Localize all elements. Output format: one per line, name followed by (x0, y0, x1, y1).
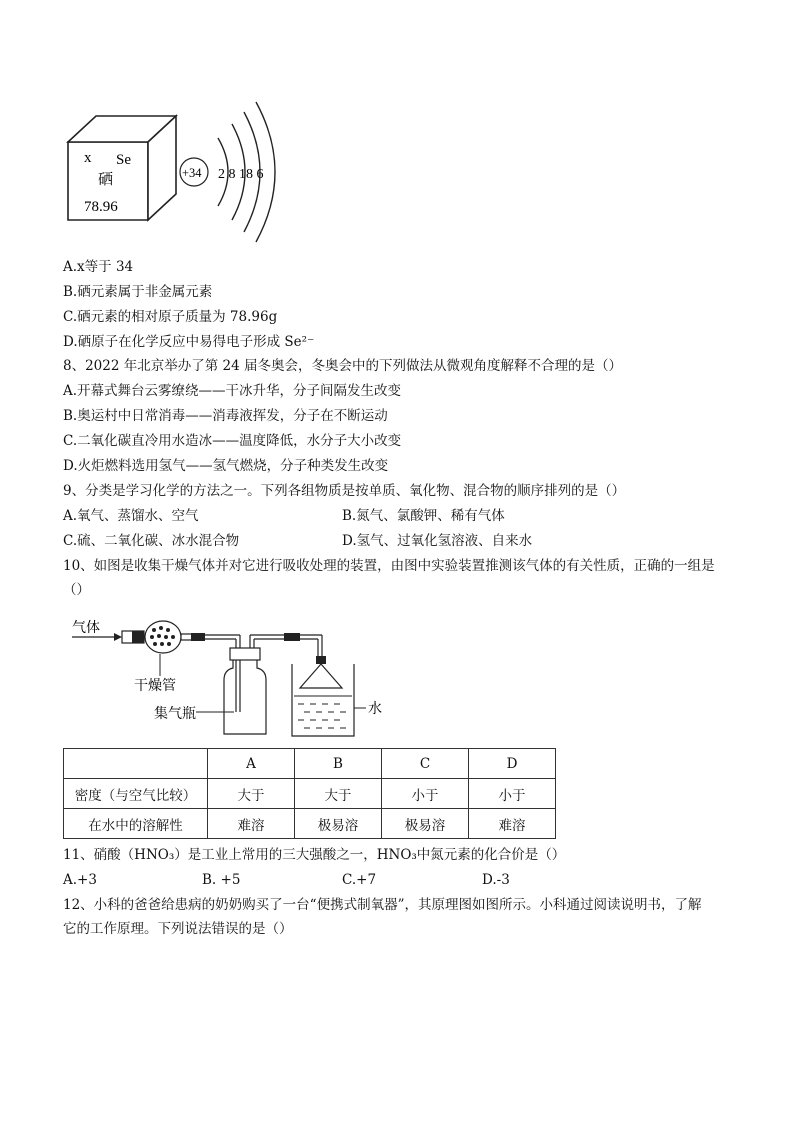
q8-stem: 8、2022 年北京举办了第 24 届冬奥会，冬奥会中的下列做法从微观角度解释不合理的是（） (63, 358, 622, 374)
table-cell: 大于 (208, 779, 295, 809)
q7-option-b: B.硒元素属于非金属元素 (63, 284, 213, 300)
gas-properties-table (63, 748, 556, 839)
q8-option-d: D.火炬燃料选用氢气——氢气燃烧，分子种类发生改变 (63, 458, 389, 474)
table-cell: 极易溶 (382, 809, 469, 839)
q9-option-a: A.氧气、蒸馏水、空气 (63, 508, 199, 524)
table-cell: B (295, 749, 382, 779)
table-cell: 小于 (382, 779, 469, 809)
q12-stem-line1: 12、小科的爸爸给患病的奶奶购买了一台“便携式制氧器”，其原理图如图所示。小科通过阅读说明书，了解 (63, 897, 702, 913)
label-dryer: 干燥管 (134, 678, 176, 694)
table-cell: 难溶 (469, 809, 556, 839)
table-cell: 大于 (295, 779, 382, 809)
q11-option-d: D.-3 (482, 872, 510, 888)
table-cell (64, 749, 208, 779)
label-gas: 气体 (72, 620, 100, 636)
label-bottle: 集气瓶 (154, 706, 196, 722)
q11-option-c: C.+7 (342, 872, 377, 888)
table-cell: 在水中的溶解性 (64, 809, 208, 839)
q10-stem-line1: 10、如图是收集干燥气体并对它进行吸收处理的装置，由图中实验装置推测该气体的有关性质，正确的一组是 (63, 558, 715, 574)
element-x: x (84, 150, 92, 166)
electron-shells: 2 8 18 6 (218, 167, 264, 182)
q7-option-c: C.硒元素的相对原子质量为 78.96g (63, 309, 278, 325)
nucleus-charge: +34 (182, 166, 202, 180)
table-cell: D (469, 749, 556, 779)
q11-option-a: A.+3 (63, 872, 97, 888)
table-header-row (64, 749, 556, 779)
table-cell: 难溶 (208, 809, 295, 839)
element-mass: 78.96 (84, 199, 118, 215)
table-row (64, 779, 556, 809)
gas-collection-apparatus (66, 612, 406, 742)
q9-option-c: C.硫、二氧化碳、冰水混合物 (63, 533, 240, 549)
q8-option-c: C.二氧化碳直冷用水造冰——温度降低，水分子大小改变 (63, 433, 402, 449)
table-cell: 密度（与空气比较） (64, 779, 208, 809)
table-cell: A (208, 749, 295, 779)
q11-option-b: B. +5 (202, 872, 241, 888)
q8-option-a: A.开幕式舞台云雾缭绕——干冰升华，分子间隔发生改变 (63, 383, 402, 399)
q12-stem-line2: 它的工作原理。下列说法错误的是（） (63, 921, 293, 937)
q7-option-a: A.x等于 34 (63, 259, 134, 275)
selenium-element-figure (66, 98, 286, 248)
label-water: 水 (368, 701, 382, 717)
table-cell: C (382, 749, 469, 779)
q8-option-b: B.奥运村中日常消毒——消毒液挥发，分子在不断运动 (63, 408, 388, 424)
table-cell: 小于 (469, 779, 556, 809)
q9-option-b: B.氮气、氯酸钾、稀有气体 (342, 508, 505, 524)
q11-stem: 11、硝酸（HNO₃）是工业上常用的三大强酸之一，HNO₃中氮元素的化合价是（） (63, 847, 566, 863)
q7-option-d: D.硒原子在化学反应中易得电子形成 Se²⁻ (63, 334, 315, 350)
element-name: 硒 (98, 170, 114, 188)
table-row (64, 809, 556, 839)
q9-stem: 9、分类是学习化学的方法之一。下列各组物质是按单质、氧化物、混合物的顺序排列的是（） (63, 483, 626, 499)
q10-stem-line2: （） (63, 582, 90, 598)
q9-option-d: D.氢气、过氧化氢溶液、自来水 (342, 533, 533, 549)
table-cell: 极易溶 (295, 809, 382, 839)
element-symbol: Se (116, 152, 131, 168)
